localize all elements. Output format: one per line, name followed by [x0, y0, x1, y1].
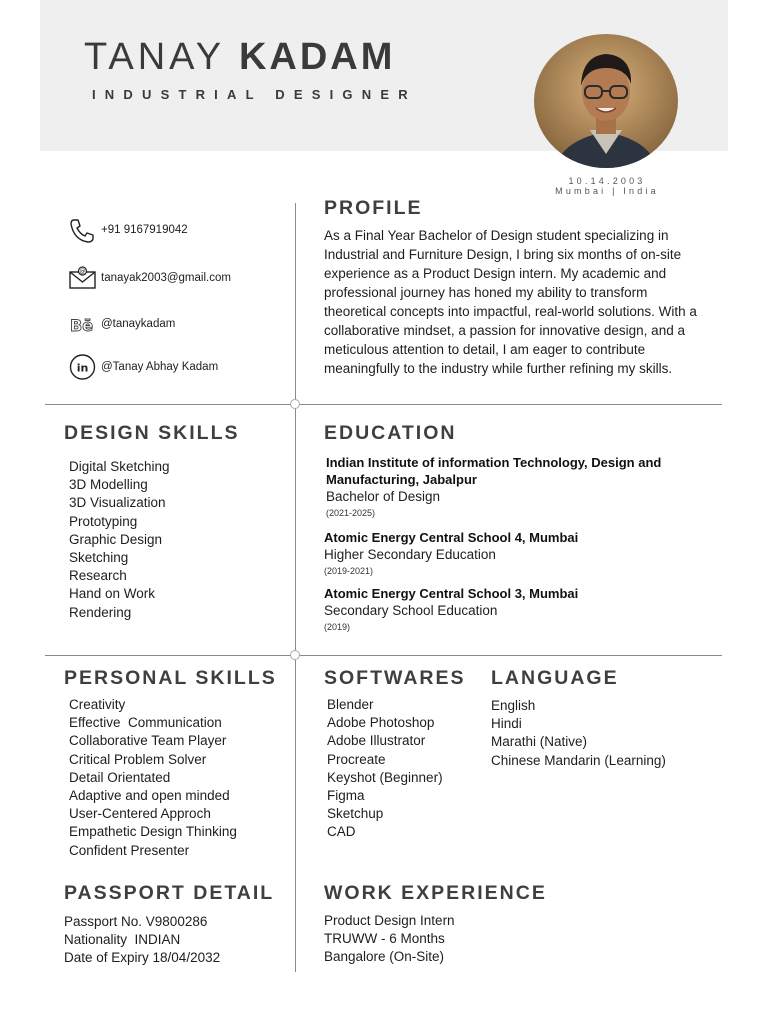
education-years: (2019): [324, 622, 351, 632]
first-name: TANAY: [84, 36, 225, 78]
contact-email: [68, 264, 231, 292]
linkedin-icon: [68, 353, 97, 381]
last-name: KADAM: [238, 36, 396, 78]
list-item: Adobe Illustrator: [327, 733, 426, 749]
education-degree: Secondary School Education: [324, 603, 498, 618]
list-item: Hand on Work: [69, 586, 156, 602]
list-item: Adobe Photoshop: [327, 715, 435, 731]
phone-icon: [68, 216, 97, 244]
dob-text: 10.14.2003: [568, 176, 646, 186]
horizontal-divider-2: [45, 655, 722, 656]
list-item: Detail Orientated: [69, 769, 171, 785]
work-role: Product Design Intern: [324, 913, 455, 928]
name: [84, 36, 395, 79]
list-item: Research: [69, 568, 127, 584]
list-item: Figma: [327, 788, 365, 804]
list-item: Prototyping: [69, 513, 138, 529]
location-text: Mumbai | India: [555, 186, 659, 196]
linkedin-text: @Tanay Abhay Kadam: [101, 361, 219, 373]
svg-text:in: in: [76, 361, 89, 375]
education-heading: EDUCATION: [324, 422, 457, 444]
personal-skills-heading: PERSONAL SKILLS: [64, 667, 277, 689]
job-title: INDUSTRIAL DESIGNER: [92, 87, 417, 102]
contact-linkedin: [68, 353, 218, 381]
list-item: Sketchup: [327, 806, 384, 822]
profile-photo: [534, 34, 678, 168]
vertical-divider: [295, 203, 296, 972]
nationality-label: Nationality: [64, 932, 128, 948]
nationality-value: INDIAN: [134, 932, 181, 948]
divider-node: [290, 399, 300, 409]
education-years: (2019-2021): [324, 566, 374, 576]
list-item: 3D Visualization: [69, 495, 166, 511]
list-item: Procreate: [327, 751, 386, 767]
contact-phone: [68, 216, 188, 244]
softwares-list: [327, 696, 443, 842]
passport-details: [64, 913, 220, 968]
education-entry: [324, 529, 719, 580]
horizontal-divider-1: [45, 404, 722, 405]
behance-text: @tanaykadam: [101, 318, 176, 330]
divider-node: [290, 650, 300, 660]
education-school: Atomic Energy Central School 3, Mumbai: [324, 586, 579, 601]
list-item: Keyshot (Beginner): [327, 769, 443, 785]
work-heading: WORK EXPERIENCE: [324, 882, 547, 904]
language-list: [491, 697, 666, 770]
list-item: Effective Communication: [69, 715, 222, 731]
list-item: Confident Presenter: [69, 842, 190, 858]
passport-nationality: [64, 931, 220, 949]
profile-text: As a Final Year Bachelor of Design student specializing in Industrial and Furniture Design, I bring six months of on-site experience as a Product Design intern. My academic and professional journey has honed my ability to transform theoretical concepts into impactful, real-world solutions. With a collaborative mindset, a passion for innovative design, and a meticulous attention to detail, I am eager to contribute meaningfully to the industry while further refining my skills.: [324, 228, 697, 376]
mail-icon: [68, 264, 97, 292]
list-item: Empathetic Design Thinking: [69, 824, 237, 840]
svg-text:Bē: Bē: [70, 316, 94, 335]
education-degree: Bachelor of Design: [326, 489, 441, 504]
passport-number: Passport No. V9800286: [64, 914, 208, 929]
list-item: Graphic Design: [69, 531, 163, 547]
list-item: Adaptive and open minded: [69, 788, 230, 804]
education-entry: [326, 454, 721, 522]
list-item: User-Centered Approch: [69, 806, 211, 822]
svg-text:@: @: [79, 268, 86, 275]
date-of-birth: [540, 176, 674, 196]
phone-text: +91 9167919042: [101, 224, 188, 236]
list-item: Critical Problem Solver: [69, 751, 207, 767]
list-item: Blender: [327, 697, 374, 712]
contact-behance: [68, 310, 175, 338]
education-school: Atomic Energy Central School 4, Mumbai: [324, 530, 579, 545]
education-years: (2021-2025): [326, 508, 376, 518]
work-details: [324, 912, 455, 967]
list-item: 3D Modelling: [69, 477, 148, 493]
list-item: Hindi: [491, 716, 522, 732]
language-heading: LANGUAGE: [491, 667, 619, 689]
list-item: Chinese Mandarin (Learning): [491, 752, 666, 768]
passport-heading: PASSPORT DETAIL: [64, 882, 275, 904]
list-item: Collaborative Team Player: [69, 733, 227, 749]
education-degree: Higher Secondary Education: [324, 547, 496, 562]
work-company: TRUWW - 6 Months: [324, 931, 445, 947]
list-item: Digital Sketching: [69, 459, 170, 474]
education-entry: [324, 585, 719, 636]
education-school: Indian Institute of information Technology, Design and Manufacturing, Jabalpur: [326, 455, 662, 487]
personal-skills-list: [69, 696, 237, 860]
list-item: English: [491, 698, 536, 713]
email-text: tanayak2003@gmail.com: [101, 272, 231, 284]
profile-heading: PROFILE: [324, 197, 423, 219]
list-item: Marathi (Native): [491, 734, 588, 750]
passport-expiry: Date of Expiry 18/04/2032: [64, 950, 221, 966]
list-item: Rendering: [69, 604, 132, 620]
softwares-heading: SOFTWARES: [324, 667, 466, 689]
design-skills-heading: DESIGN SKILLS: [64, 422, 240, 444]
work-location: Bangalore (On-Site): [324, 949, 445, 965]
behance-icon: [68, 310, 97, 338]
list-item: Sketching: [69, 550, 129, 566]
list-item: CAD: [327, 824, 356, 840]
list-item: Creativity: [69, 697, 126, 712]
design-skills-list: [69, 458, 170, 622]
